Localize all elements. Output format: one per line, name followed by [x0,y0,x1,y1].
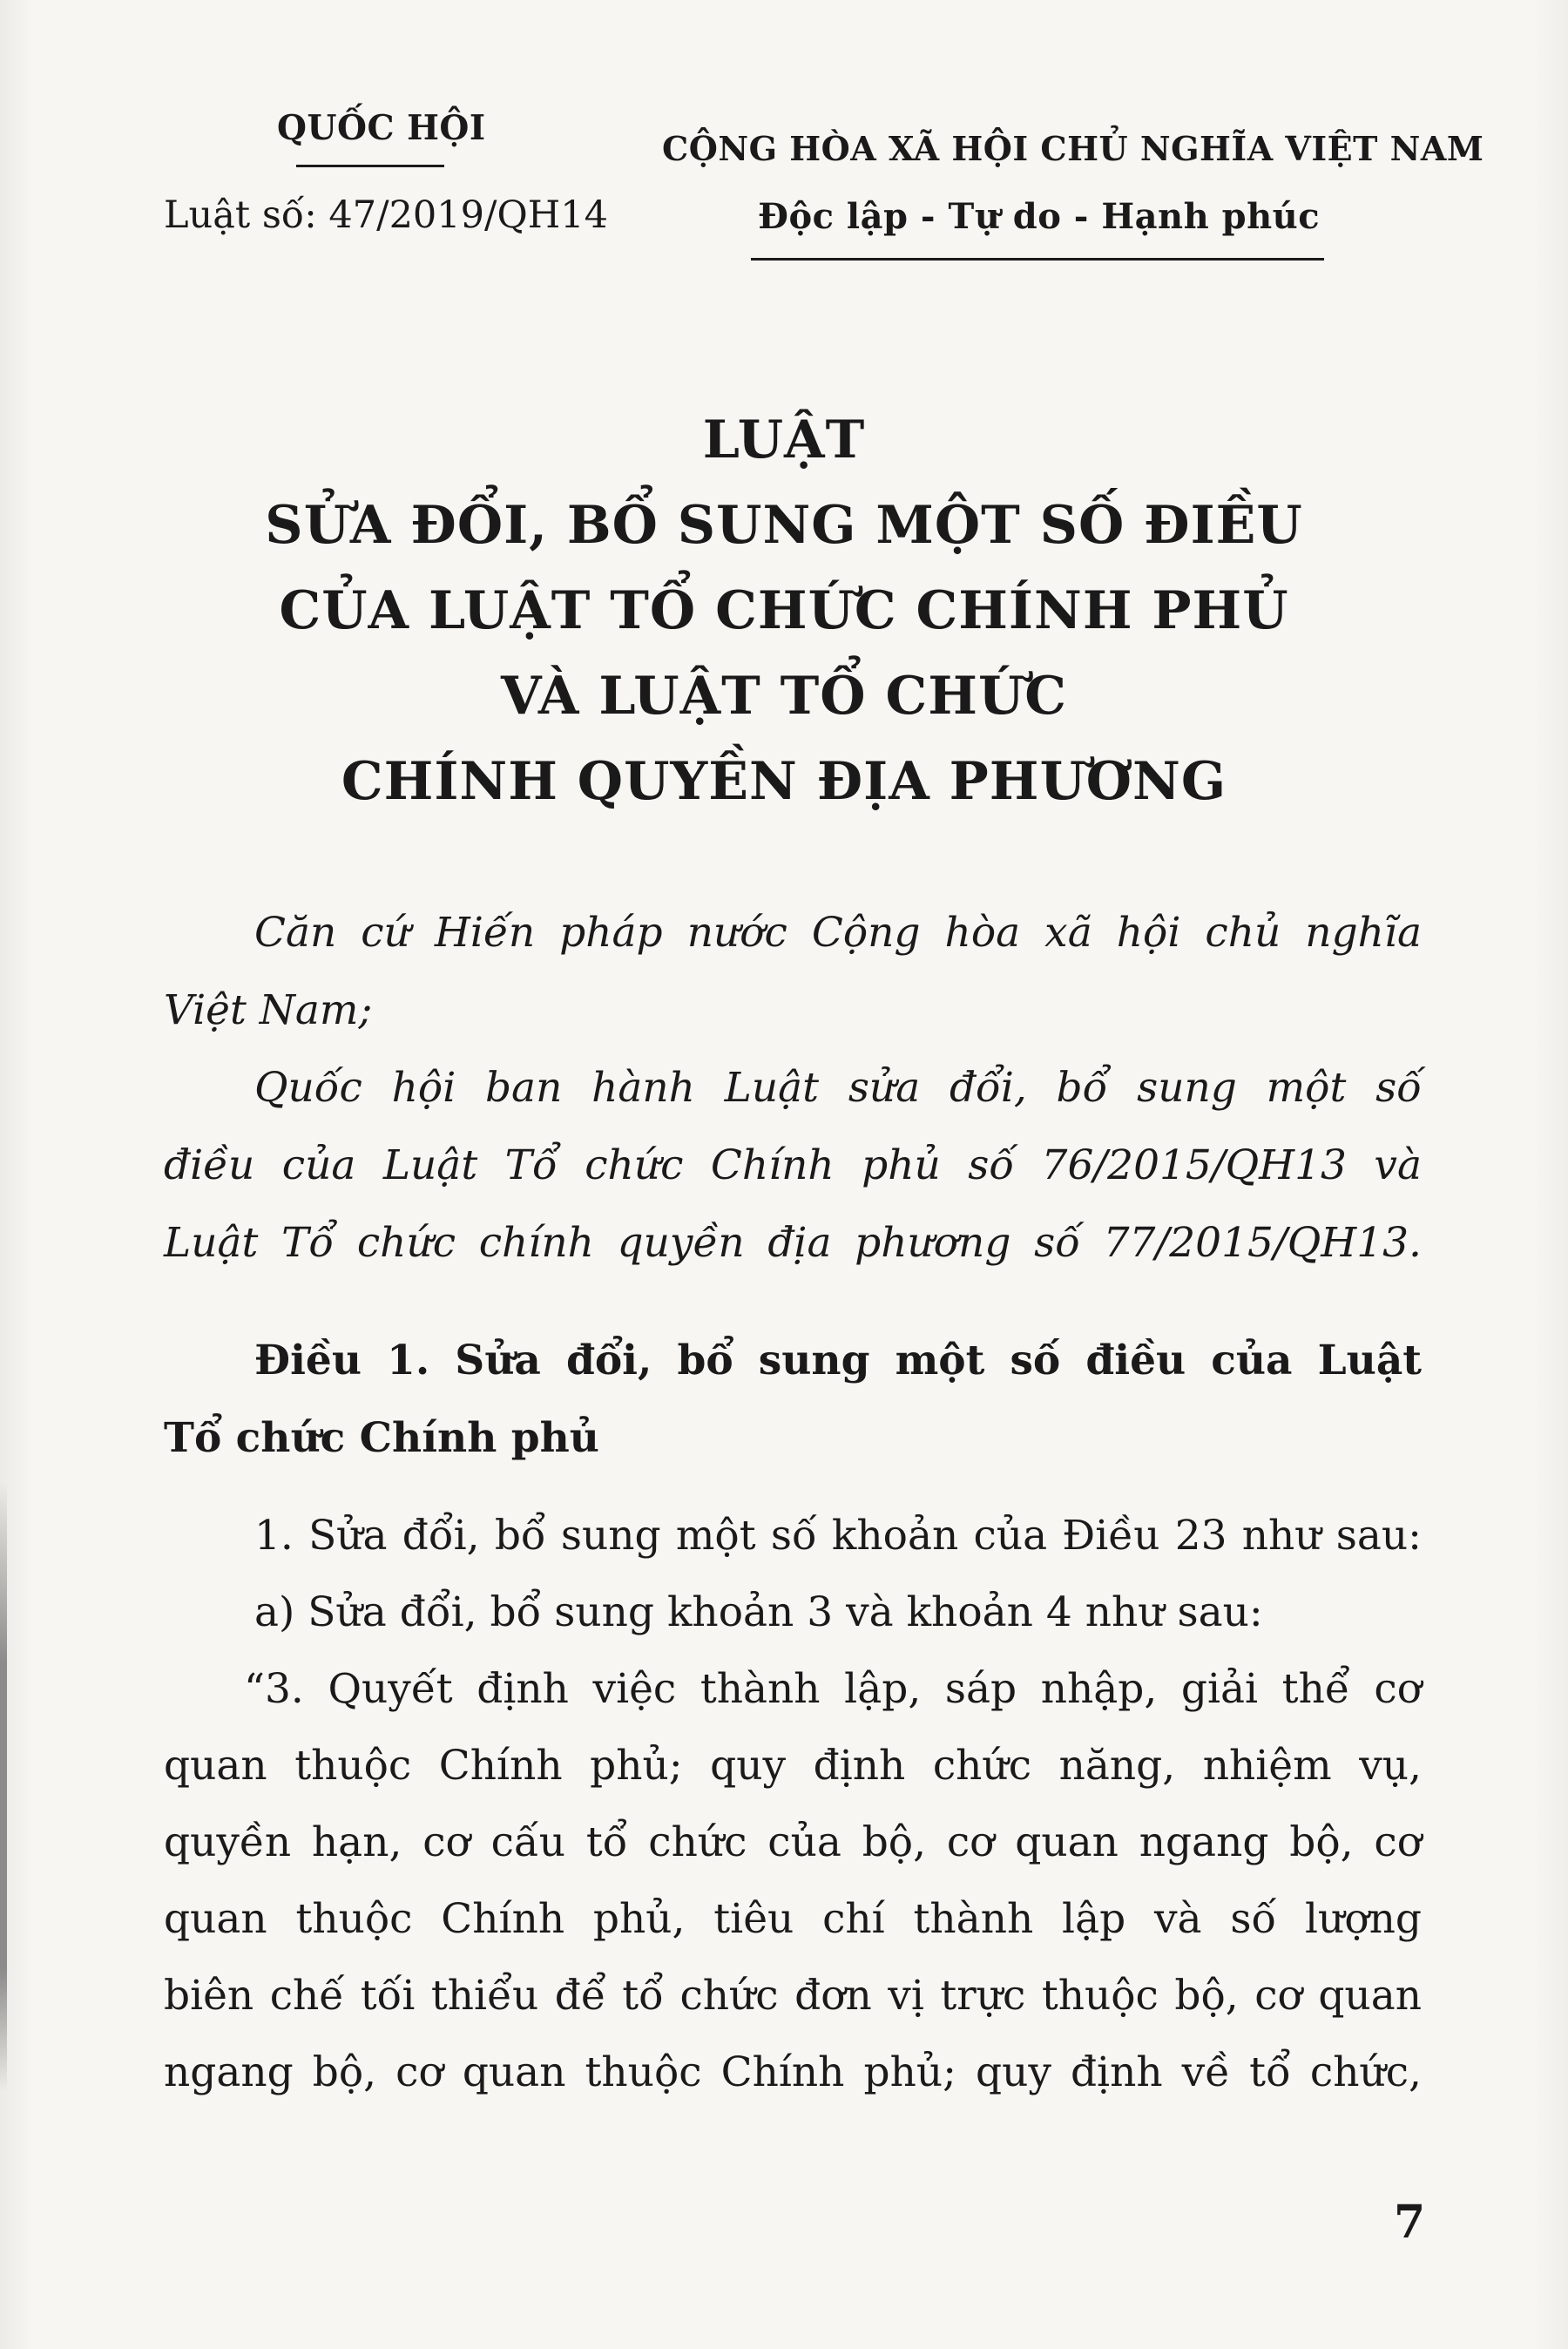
document-title-line-1: LUẬT [702,410,866,470]
article-heading: Điều 1. Sửa đổi, bổ sung một số điều của Luật [254,1337,1422,1384]
page-number: 7 [1394,2196,1426,2249]
quoted-line: quan thuộc Chính phủ, tiêu chí thành lập và số lượng [164,1895,1422,1943]
quoted-line: biên chế tối thiểu để tổ chức đơn vị trực thuộc bộ, cơ quan [164,1972,1422,2020]
quoted-line: quan thuộc Chính phủ; quy định chức năng, nhiệm vụ, [164,1742,1422,1790]
national-title: CỘNG HÒA XÃ HỘI CHỦ NGHĨA VIỆT NAM [662,129,1484,168]
binding-shadow [0,1481,7,2091]
law-number: Luật số: 47/2019/QH14 [164,193,608,237]
document-title-line-3: CỦA LUẬT TỔ CHỨC CHÍNH PHỦ [279,580,1289,641]
document-title-line-4: VÀ LUẬT TỔ CHỨC [501,666,1067,727]
issuer-underline [296,165,444,167]
preamble-line: Quốc hội ban hành Luật sửa đổi, bổ sung một số [254,1064,1422,1112]
document-title-line-2: SỬA ĐỔI, BỔ SUNG MỘT SỐ ĐIỀU [265,495,1303,556]
motto-underline [751,258,1324,261]
article-heading: Tổ chức Chính phủ [164,1414,599,1462]
preamble-line: điều của Luật Tổ chức Chính phủ số 76/2015/QH13 và [164,1141,1422,1189]
quoted-line: ngang bộ, cơ quan thuộc Chính phủ; quy định về tổ chức, [164,2048,1422,2096]
document-title-line-5: CHÍNH QUYỀN ĐỊA PHƯƠNG [341,751,1227,812]
clause-line: a) Sửa đổi, bổ sung khoản 3 và khoản 4 như sau: [254,1588,1263,1636]
issuer-name: QUỐC HỘI [277,108,486,148]
quoted-line: “3. Quyết định việc thành lập, sáp nhập, giải thể cơ [244,1665,1422,1713]
preamble-line: Căn cứ Hiến pháp nước Cộng hòa xã hội chủ nghĩa [254,909,1422,957]
national-motto: Độc lập - Tự do - Hạnh phúc [758,196,1321,237]
preamble-line: Việt Nam; [164,986,373,1034]
preamble-line: Luật Tổ chức chính quyền địa phương số 77/2015/QH13. [164,1219,1422,1267]
quoted-line: quyền hạn, cơ cấu tổ chức của bộ, cơ quan ngang bộ, cơ [164,1818,1422,1866]
clause-line: 1. Sửa đổi, bổ sung một số khoản của Điều 23 như sau: [254,1512,1422,1560]
